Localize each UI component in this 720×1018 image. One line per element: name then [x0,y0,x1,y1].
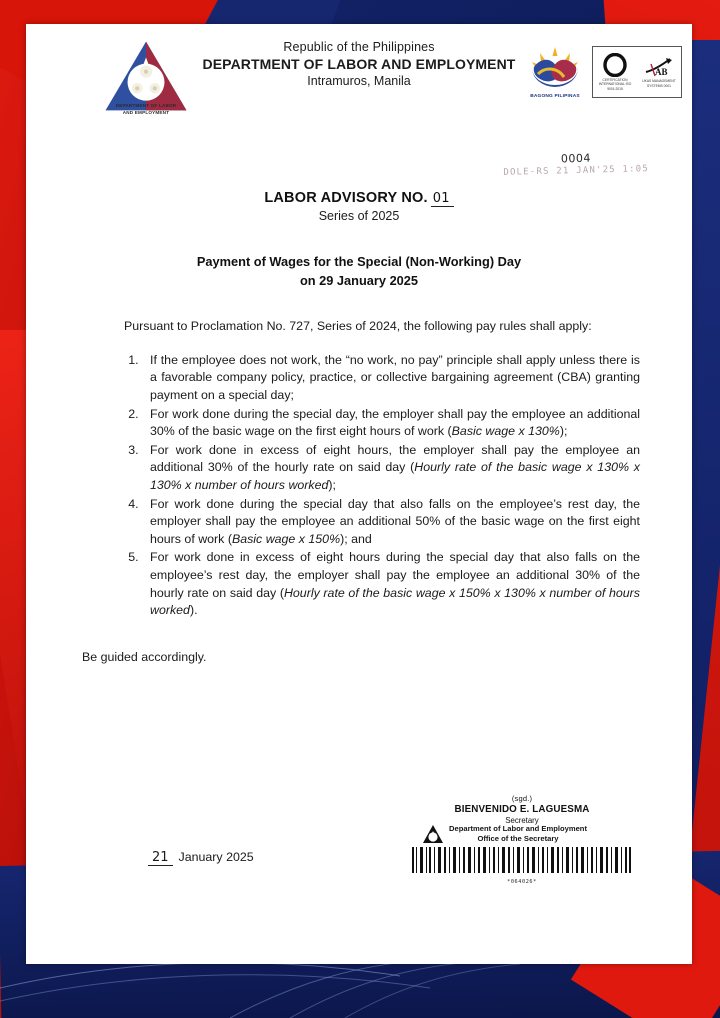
svg-text:AB: AB [655,67,668,78]
rule-text: For work done during the special day that also falls on the employee’s rest day, the employer shall pay the employee an additional 50% of the basic wage on the first eight hours of work ( [150,496,640,546]
rule-formula: Basic wage x 130% [451,424,560,439]
office-stamp-header [410,824,634,844]
rule-formula: Basic wage x 150% [231,531,341,546]
iso-right-caption: UKAS MANAGEMENT SYSTEMS 0001 [642,79,676,88]
signatory-name: BIENVENIDO E. LAGUESMA [454,804,590,815]
seal-caption-line1: DEPARTMENT OF LABOR [115,103,177,108]
rule-text: If the employee does not work, the “no work, no pay” principle shall apply unless there is a favorable company policy, practice, or collective bargaining agreement (CBA) granting payment on a special day; [150,352,640,402]
iso-ukas-accreditation [637,47,681,97]
office-stamp-text [449,824,587,844]
rule-text: For work done during the special day, the employer shall pay the employee an additional 30% of the basic wage on the first eight hours of work ( [150,406,640,439]
rule-text-tail: ); [328,477,336,492]
subject-line-2: on 29 January 2025 [299,272,419,288]
ukas-swoosh-icon [644,56,674,78]
office-stamp-line2: Office of the Secretary [477,834,559,843]
department-line: DEPARTMENT OF LABOR AND EMPLOYMENT [202,56,516,72]
stamp-faint-text: DOLE-RS 21 JAN'25 1:05 [503,164,650,178]
advisory-series: Series of 2025 [318,209,400,223]
advisory-subject [26,253,692,290]
bagong-pilipinas-logo [524,44,586,99]
iso-cert-international [593,47,637,97]
advisory-title [26,190,692,206]
subject-line-1: Payment of Wages for the Special (Non-Working) Day [196,254,522,269]
pay-rule-item [142,442,640,495]
rule-text: For work done in excess of eight hours during the special day that also falls on the employee’s rest day, the employer shall pay the employee an additional 30% of the hourly rate on said day ( [150,550,640,600]
advisory-label: LABOR ADVISORY NO. [264,190,428,206]
date-day-handwritten: 21 [148,850,173,866]
advisory-number-handwritten: 01 [431,191,454,207]
rule-formula: Hourly rate of the basic wage x 150% x 130% x number of hours worked [150,585,640,618]
dole-seal-caption [88,102,204,116]
rule-text-tail: ); [559,424,568,439]
rule-text-tail: ). [189,603,198,618]
dole-triangle-icon [422,824,444,844]
republic-line: Republic of the Philippines [283,40,435,54]
pay-rule-item [142,549,640,619]
office-stamp-line1: Department of Labor and Employment [449,824,587,834]
pay-rules-list [80,352,640,620]
office-barcode-stamp [410,824,634,885]
signed-marker: (sgd.) [511,794,533,803]
rule-text-tail: ); and [340,531,372,546]
stamp-handwritten-number: 0004 [560,151,592,166]
iso-certification-box [592,46,682,98]
rule-formula: Hourly rate of the basic wage x 130% x 130% x number of hours worked [150,460,640,492]
seal-caption-line2: AND EMPLOYMENT [122,110,170,116]
signature-block [422,794,622,825]
closing-paragraph: Be guided accordingly. [82,649,207,664]
rule-text: For work done in excess of eight hours, the employer shall pay the employee an additional 30% of the hourly rate on said day ( [150,442,640,475]
intro-paragraph: Pursuant to Proclamation No. 727, Series of 2024, the following pay rules shall apply: [124,319,592,334]
date-month-year: January 2025 [178,850,254,864]
letterhead [26,24,692,120]
pay-rule-item [142,496,640,549]
bagong-pilipinas-icon [524,44,586,88]
document-paper [26,24,692,964]
received-stamp [496,150,657,178]
pay-rule-item [142,352,640,405]
pay-rule-item [142,406,640,441]
date-line [148,850,254,866]
signatory-role: Secretary [505,816,539,825]
document-body [26,318,692,664]
barcode-icon [410,847,634,873]
certification-ring-icon [602,53,628,77]
barcode-number: *064026* [507,879,537,885]
bagong-pilipinas-caption: BAGONG PILIPINAS [530,94,580,99]
iso-left-caption: CERTIFICATION INTERNATIONAL ISO 9001:2015 [598,77,632,91]
address-line: Intramuros, Manila [307,74,411,88]
